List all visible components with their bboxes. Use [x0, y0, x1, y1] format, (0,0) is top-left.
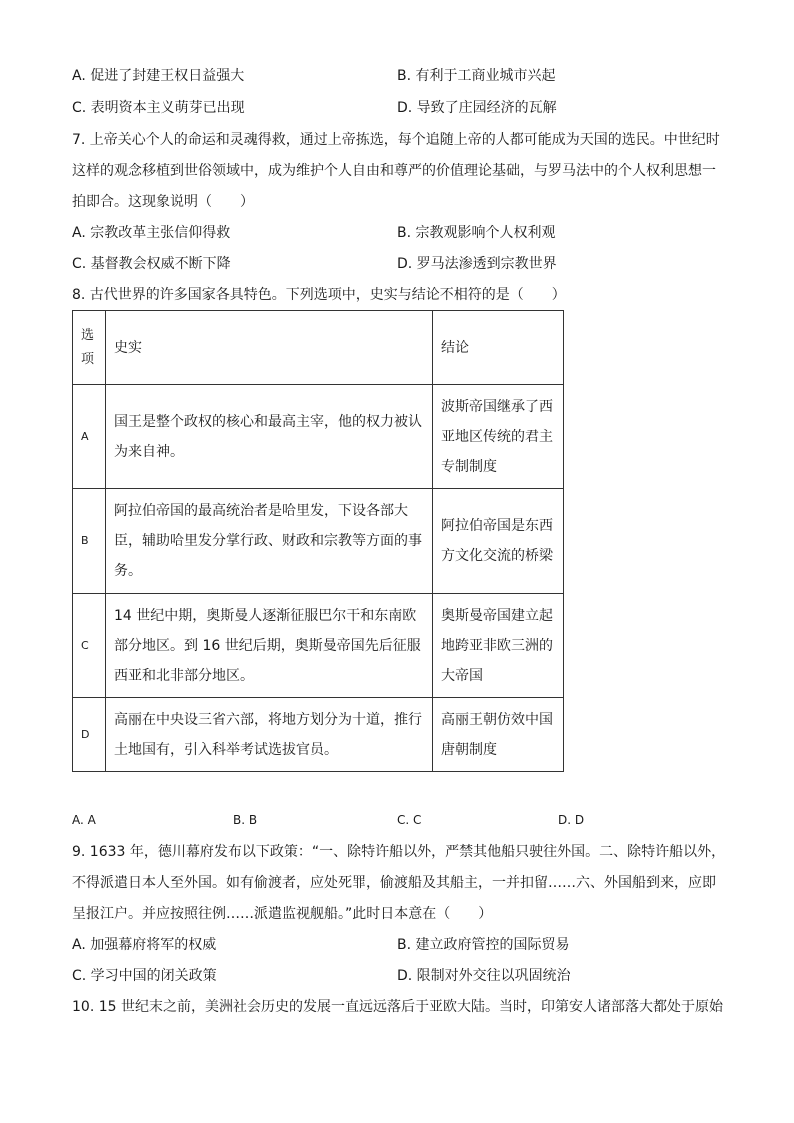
q6-option-d: D. 导致了庄园经济的瓦解: [397, 100, 557, 116]
q10-stem-line-1: 10. 15 世纪末之前，美洲社会历史的发展一直远远落后于亚欧大陆。当时，印第安人诸部落大都处于原始: [72, 999, 723, 1015]
table-row: [73, 489, 564, 594]
table-row: [73, 698, 564, 772]
conclusion-line: 专制制度: [441, 458, 497, 475]
header-option-char-1: 选: [81, 327, 95, 343]
fact-line: 臣，辅助哈里发分掌行政、财政和宗教等方面的事: [114, 533, 422, 549]
row-conclusion: [433, 385, 564, 489]
q8-option-a: A. A: [72, 813, 96, 827]
q7-option-c: C. 基督教会权威不断下降: [72, 256, 231, 272]
q6-option-b: B. 有利于工商业城市兴起: [397, 68, 556, 84]
q7-stem-line-2: 这样的观念移植到世俗领域中，成为维护个人自由和尊严的价值理论基础，与罗马法中的个人权利思想一: [72, 163, 716, 179]
table-row: [73, 385, 564, 489]
fact-line: 阿拉伯帝国的最高统治者是哈里发，下设各部大: [114, 503, 408, 519]
fact-line: 高丽在中央设三省六部，将地方划分为十道，推行: [114, 711, 422, 728]
q6-option-a: A. 促进了封建王权日益强大: [72, 68, 245, 84]
q9-option-c: C. 学习中国的闭关政策: [72, 968, 217, 984]
conclusion-line: 方文化交流的桥梁: [441, 548, 553, 564]
row-fact: [106, 594, 433, 698]
q9-option-d: D. 限制对外交往以巩固统治: [397, 968, 571, 984]
row-label: D: [73, 698, 106, 772]
q6-option-c: C. 表明资本主义萌芽已出现: [72, 100, 245, 116]
row-conclusion: [433, 489, 564, 594]
fact-line: 土地国有，引入科举考试选拔官员。: [114, 741, 338, 758]
row-label: B: [73, 489, 106, 594]
q7-stem-line-3: 拍即合。这现象说明（ ）: [72, 194, 254, 210]
fact-line: 国王是整个政权的核心和最高主宰，他的权力被认: [114, 413, 422, 430]
q9-stem-line-1: 9. 1633 年，德川幕府发布以下政策：“一、除特许船以外，严禁其他船只驶往外国。二、除特许船以外，: [72, 844, 726, 860]
row-conclusion: [433, 594, 564, 698]
conclusion-line: 大帝国: [441, 667, 483, 684]
q9-stem-line-3: 呈报江户。并应按照往例……派遣监视舰船。”此时日本意在（ ）: [72, 906, 493, 922]
row-conclusion: [433, 698, 564, 772]
header-option-cell: [73, 311, 106, 385]
row-fact: [106, 489, 433, 594]
fact-line: 部分地区。到 16 世纪后期，奥斯曼帝国先后征服: [114, 637, 421, 654]
header-fact: 史实: [106, 311, 433, 385]
header-conclusion: 结论: [433, 311, 564, 385]
q9-stem-line-2: 不得派遣日本人至外国。如有偷渡者，应处死罪，偷渡船及其船主，一并扣留……六、外国船到来，应即: [72, 875, 716, 891]
q9-option-b: B. 建立政府管控的国际贸易: [397, 937, 570, 953]
q8-option-d: D. D: [558, 813, 585, 827]
q8-option-c: C. C: [397, 813, 422, 827]
conclusion-line: 阿拉伯帝国是东西: [441, 518, 553, 534]
row-label: C: [73, 594, 106, 698]
fact-line: 西亚和北非部分地区。: [114, 667, 254, 684]
q7-option-d: D. 罗马法渗透到宗教世界: [397, 256, 557, 272]
conclusion-line: 亚地区传统的君主: [441, 428, 553, 445]
table-header-row: [73, 311, 564, 385]
conclusion-line: 地跨亚非欧三洲的: [441, 637, 553, 654]
fact-line: 14 世纪中期，奥斯曼人逐渐征服巴尔干和东南欧: [114, 607, 417, 624]
conclusion-line: 高丽王朝仿效中国: [441, 711, 553, 728]
q7-stem-line-1: 7. 上帝关心个人的命运和灵魂得救，通过上帝拣选，每个追随上帝的人都可能成为天国的选民。中世纪时: [72, 132, 720, 148]
q8-table: [72, 310, 564, 772]
header-option-char-2: 项: [81, 351, 95, 367]
table-row: [73, 594, 564, 698]
fact-line: 务。: [114, 563, 142, 579]
conclusion-line: 奥斯曼帝国建立起: [441, 607, 553, 624]
q8-option-b: B. B: [233, 813, 258, 827]
fact-line: 为来自神。: [114, 443, 184, 460]
q7-option-a: A. 宗教改革主张信仰得救: [72, 225, 231, 241]
row-label: A: [73, 385, 106, 489]
row-fact: [106, 385, 433, 489]
row-fact: [106, 698, 433, 772]
q8-stem: 8. 古代世界的许多国家各具特色。下列选项中，史实与结论不相符的是（ ）: [72, 287, 566, 303]
q9-option-a: A. 加强幕府将军的权威: [72, 937, 217, 953]
q7-option-b: B. 宗教观影响个人权利观: [397, 225, 556, 241]
conclusion-line: 唐朝制度: [441, 741, 497, 758]
conclusion-line: 波斯帝国继承了西: [441, 398, 553, 415]
